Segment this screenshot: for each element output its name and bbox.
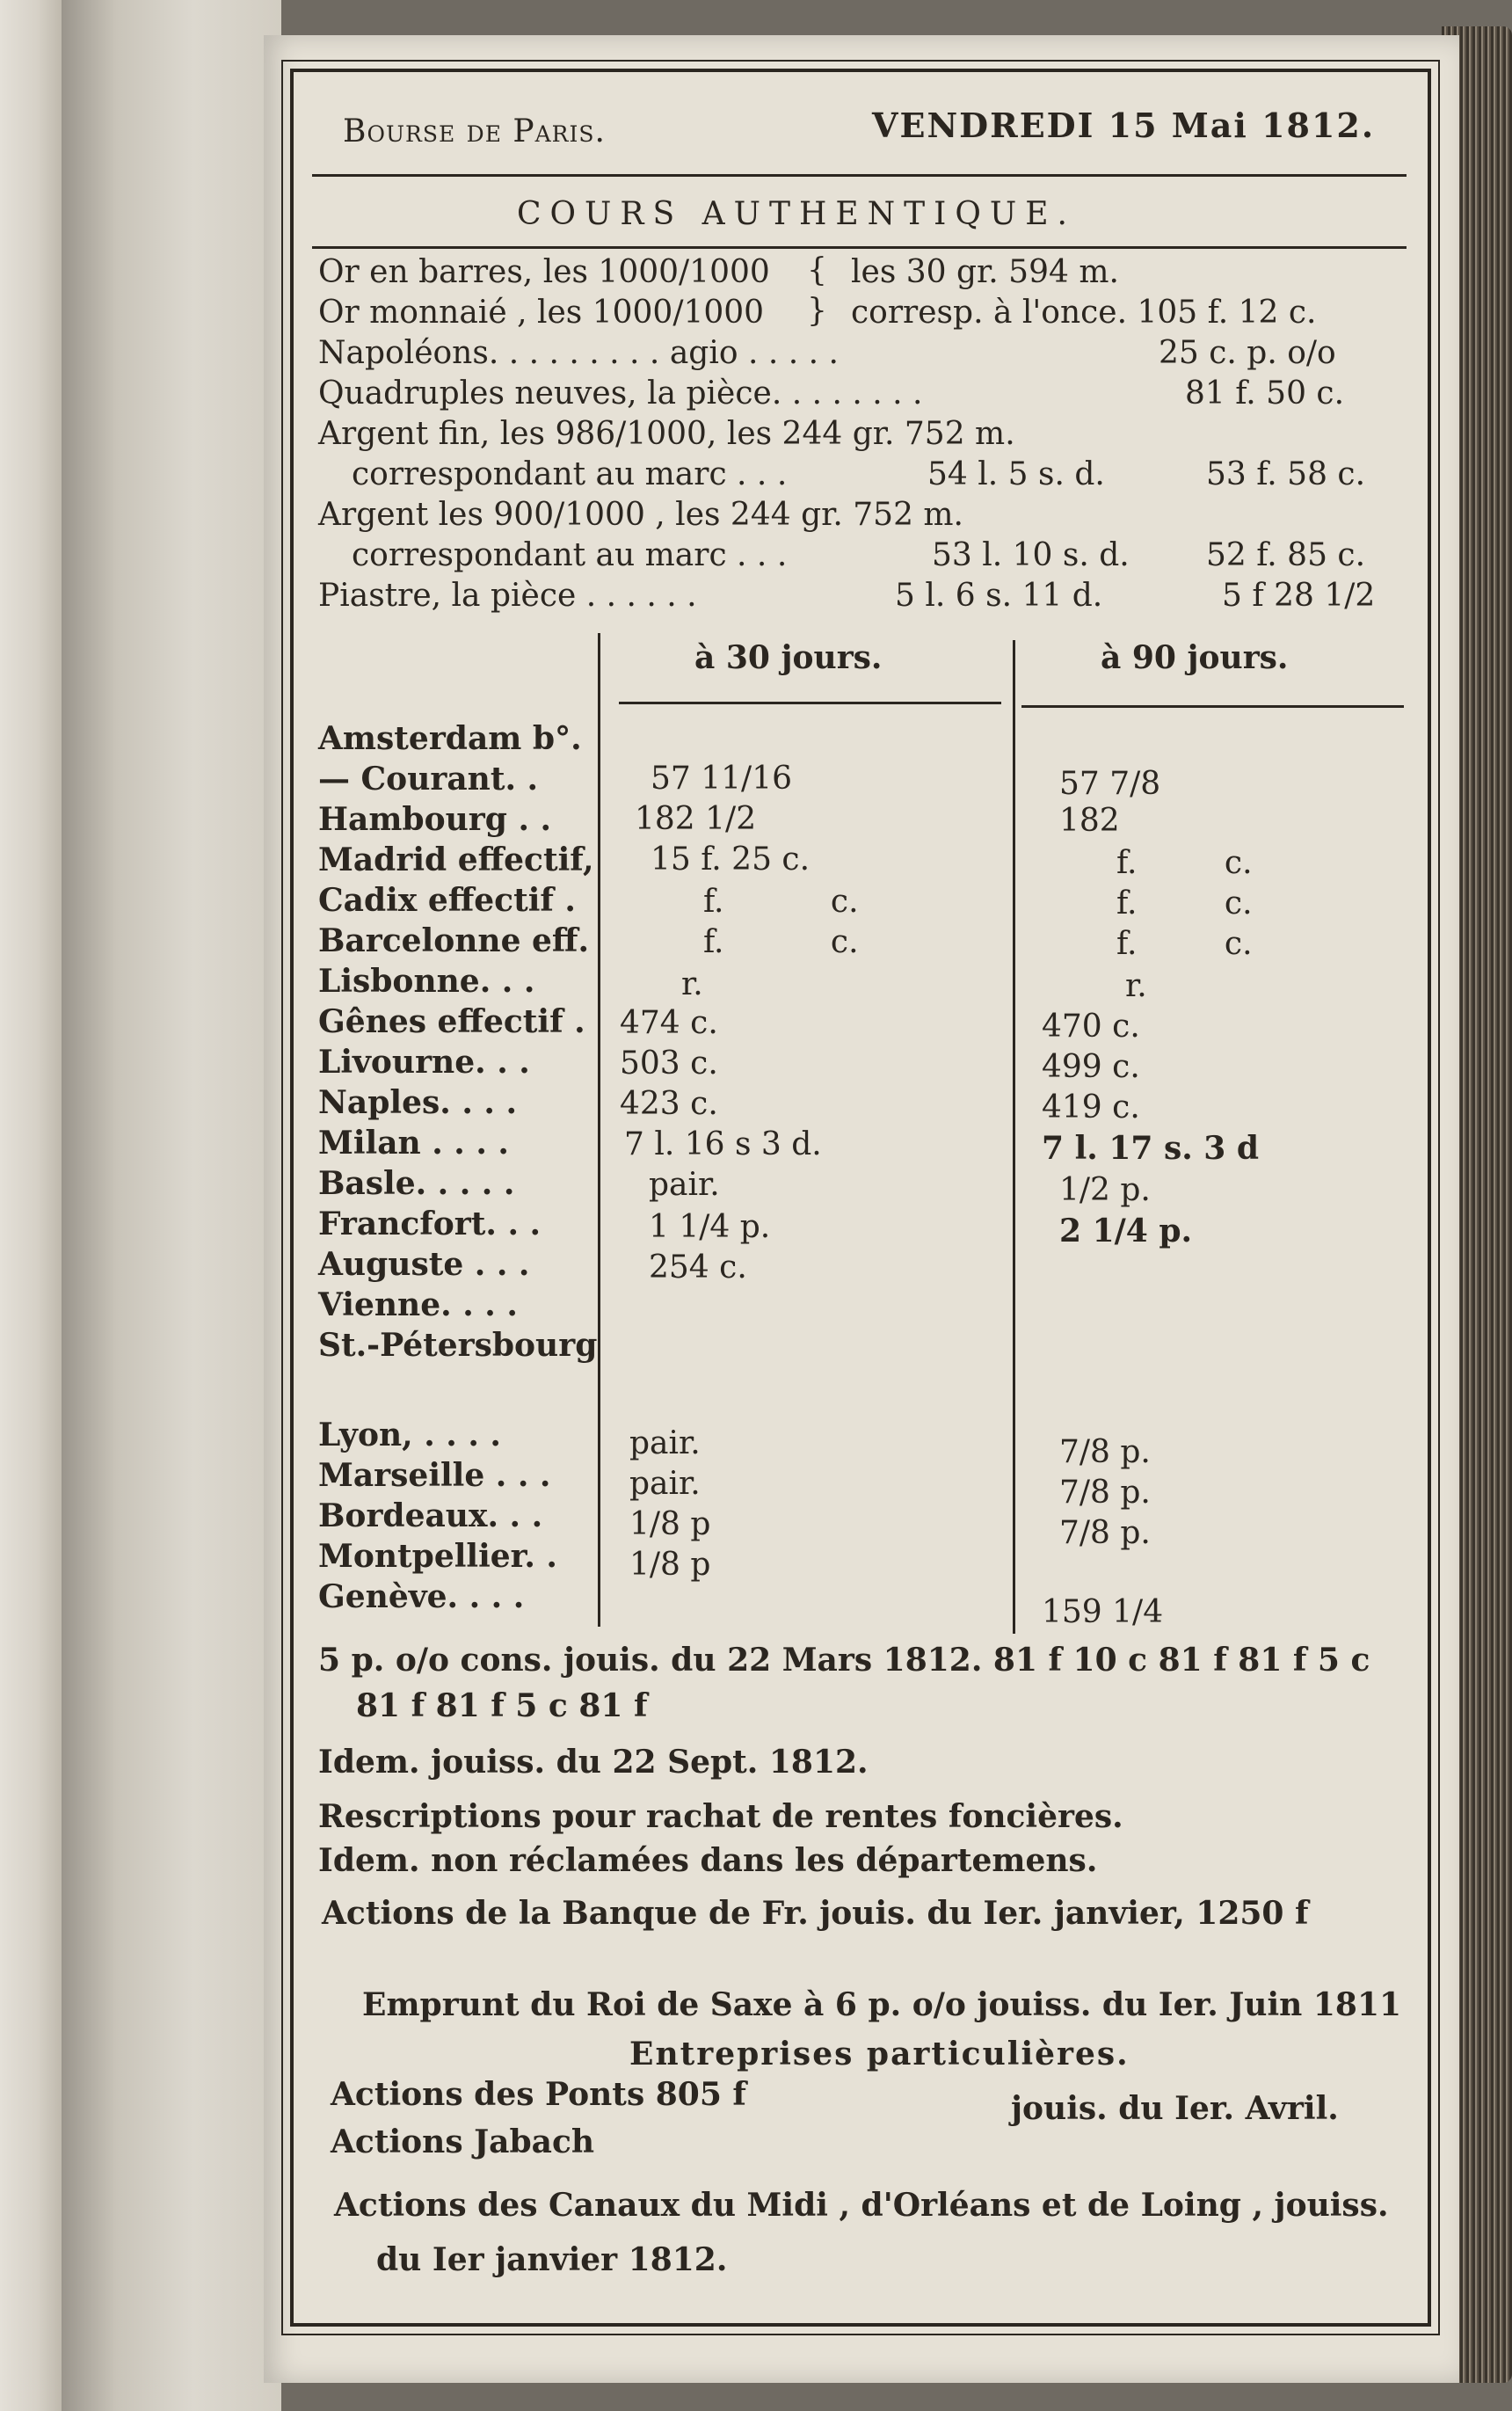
- left-page-edge: [0, 0, 62, 2411]
- metal-label: correspondant au marc . . .: [352, 537, 788, 573]
- banque-de-france-line: Actions de la Banque de Fr. jouis. du Ier. janvier, 1250 f: [322, 1895, 1309, 1932]
- rentes-line: 5 p. o/o cons. jouis. du 22 Mars 1812. 81 f 10 c 81 f 81 f 5 c: [318, 1642, 1370, 1679]
- metal-label: Argent fin, les 986/1000, les 244 gr. 752 m.: [318, 416, 1015, 452]
- column-header-30-days: à 30 jours.: [694, 639, 883, 676]
- place-name: Madrid effectif,: [318, 841, 594, 878]
- place-name: Naples. . . .: [318, 1084, 517, 1121]
- place-name: Basle. . . . .: [318, 1165, 515, 1202]
- rate-30: 503 c.: [620, 1045, 718, 1082]
- place-name: Lisbonne. . .: [318, 963, 535, 1000]
- emprunt-saxe-line: Emprunt du Roi de Saxe à 6 p. o/o jouiss. du Ier. Juin 1811: [362, 1986, 1402, 2023]
- metal-label: Argent les 900/1000 , les 244 gr. 752 m.: [318, 497, 963, 533]
- rate-30: pair.: [649, 1167, 720, 1203]
- column-divider: [598, 633, 600, 1627]
- rate-90: 2 1/4 p.: [1059, 1213, 1193, 1249]
- jabach-line: Actions Jabach: [331, 2123, 595, 2160]
- metal-value: les 30 gr. 594 m.: [851, 254, 1119, 290]
- metal-label: Or monnaié , les 1000/1000: [318, 295, 765, 331]
- rate-30: 15 f. 25 c.: [651, 841, 811, 878]
- book-gutter: [62, 0, 281, 2411]
- rate-90: f. c.: [1116, 845, 1253, 881]
- entreprises-heading: Entreprises particulières.: [629, 2036, 1130, 2072]
- rate-30: r.: [681, 966, 703, 1002]
- metal-mid: 5 l. 6 s. 11 d.: [895, 578, 1103, 614]
- place-name: — Courant. .: [318, 761, 539, 798]
- place-name: Montpellier. .: [318, 1538, 557, 1575]
- ponts-line: Actions des Ponts 805 f: [331, 2076, 746, 2113]
- rate-30: 7 l. 16 s 3 d.: [624, 1126, 822, 1162]
- place-name: Gênes effectif .: [318, 1003, 585, 1040]
- rate-30: 182 1/2: [635, 801, 757, 837]
- rate-90: 419 c.: [1042, 1089, 1140, 1125]
- rate-30: pair.: [629, 1425, 701, 1461]
- rentes-line-continued: 81 f 81 f 5 c 81 f: [356, 1687, 648, 1724]
- metal-value: 53 f. 58 c.: [1206, 456, 1366, 492]
- place-name: Bordeaux. . .: [318, 1497, 543, 1534]
- rate-90: 7/8 p.: [1059, 1475, 1151, 1511]
- title-rule: [312, 246, 1407, 249]
- rate-90: f. c.: [1116, 885, 1253, 921]
- rate-90: 182: [1059, 803, 1120, 839]
- metal-mid: 54 l. 5 s. d.: [927, 456, 1105, 492]
- column-header-rule: [619, 702, 1001, 704]
- rate-30: 1/8 p: [629, 1547, 711, 1583]
- metal-label: Napoléons. . . . . . . . . agio . . . . .: [318, 335, 839, 371]
- metal-mid: 53 l. 10 s. d.: [932, 537, 1130, 573]
- rate-30: 1/8 p: [629, 1506, 711, 1542]
- rate-30: f. c.: [703, 924, 859, 960]
- canaux-line: Actions des Canaux du Midi , d'Orléans et de Loing , jouiss.: [334, 2187, 1389, 2224]
- place-name: Marseille . . .: [318, 1457, 551, 1494]
- column-header-rule: [1021, 705, 1404, 708]
- idem-departemens-line: Idem. non réclamées dans les départemens.: [318, 1842, 1098, 1879]
- rate-90: 499 c.: [1042, 1049, 1140, 1085]
- rate-90: 159 1/4: [1042, 1594, 1164, 1630]
- rate-30: pair.: [629, 1466, 701, 1502]
- header-date: VENDREDI 15 Mai 1812.: [872, 106, 1376, 145]
- place-name: Vienne. . . .: [318, 1286, 518, 1323]
- rate-90: 470 c.: [1042, 1009, 1140, 1045]
- page-title: COURS AUTHENTIQUE.: [517, 196, 1076, 232]
- header-rule: [312, 174, 1407, 177]
- column-divider: [1013, 640, 1015, 1634]
- rate-90: 7 l. 17 s. 3 d: [1042, 1130, 1260, 1167]
- metal-value: 5 f 28 1/2: [1222, 578, 1376, 614]
- canaux-line-continued: du Ier janvier 1812.: [376, 2241, 728, 2278]
- ponts-jouissance: jouis. du Ier. Avril.: [1011, 2090, 1339, 2127]
- rate-30: 1 1/4 p.: [649, 1209, 771, 1245]
- metal-label: Piastre, la pièce . . . . . .: [318, 578, 697, 614]
- place-name: Hambourg . .: [318, 801, 552, 838]
- rate-30: 57 11/16: [651, 761, 792, 797]
- metal-label: Quadruples neuves, la pièce. . . . . . . .: [318, 375, 923, 412]
- place-name: Genève. . . .: [318, 1578, 525, 1615]
- place-name: Barcelonne eff.: [318, 922, 590, 959]
- place-name: Francfort. . .: [318, 1206, 542, 1242]
- metal-label: correspondant au marc . . .: [352, 456, 788, 492]
- place-name: Milan . . . .: [318, 1125, 509, 1162]
- place-name: Lyon, . . . .: [318, 1417, 501, 1453]
- place-name: Cadix effectif .: [318, 882, 576, 919]
- rescriptions-line: Rescriptions pour rachat de rentes foncières.: [318, 1798, 1123, 1835]
- idem-line: Idem. jouiss. du 22 Sept. 1812.: [318, 1744, 869, 1781]
- rate-30: 423 c.: [620, 1086, 718, 1122]
- place-name: St.-Pétersbourg: [318, 1327, 598, 1364]
- column-header-90-days: à 90 jours.: [1101, 639, 1289, 676]
- rate-90: 57 7/8: [1059, 766, 1161, 802]
- metal-label: Or en barres, les 1000/1000: [318, 254, 770, 290]
- rate-30: 254 c.: [649, 1249, 747, 1286]
- brace-open: {: [807, 252, 827, 288]
- place-name: Auguste . . .: [318, 1246, 530, 1283]
- metal-value: 25 c. p. o/o: [1159, 335, 1336, 371]
- brace-close: }: [807, 293, 827, 329]
- rate-90: 1/2 p.: [1059, 1172, 1151, 1208]
- metal-value: corresp. à l'once. 105 f. 12 c.: [851, 295, 1317, 331]
- rate-30: f. c.: [703, 884, 859, 920]
- rate-90: 7/8 p.: [1059, 1515, 1151, 1551]
- metal-value: 52 f. 85 c.: [1206, 537, 1366, 573]
- rate-90: f. c.: [1116, 926, 1253, 962]
- metal-value: 81 f. 50 c.: [1185, 375, 1345, 412]
- place-name: Amsterdam b°.: [318, 720, 582, 757]
- place-name: Livourne. . .: [318, 1044, 530, 1081]
- rate-30: 474 c.: [620, 1005, 718, 1041]
- header-bourse: Bourse de Paris.: [343, 113, 606, 149]
- rate-90: 7/8 p.: [1059, 1434, 1151, 1470]
- rate-90: r.: [1125, 968, 1147, 1004]
